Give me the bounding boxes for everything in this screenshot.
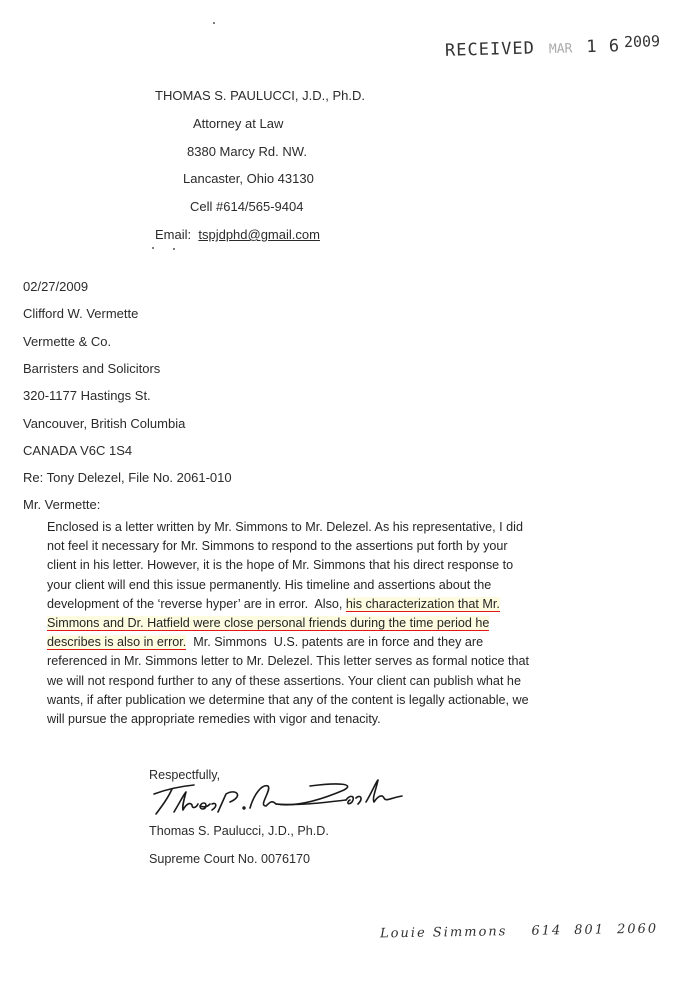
body-line: not feel it necessary for Mr. Simmons to respond to the assertions put forth by your xyxy=(47,539,508,554)
body-text: Mr. Simmons U.S. patents are in force and they are xyxy=(186,635,484,650)
stamp-day: 1 6 xyxy=(586,36,621,58)
received-stamp xyxy=(444,32,661,61)
handwritten-phone-prefix: 801 xyxy=(574,922,606,939)
recipient-street: 320-1177 Hastings St. xyxy=(23,388,151,403)
body-line xyxy=(47,614,687,633)
re-line: Re: Tony Delezel, File No. 2061-010 xyxy=(23,470,232,485)
stamp-month: MAR xyxy=(548,41,573,58)
body-line: your client will end this issue permanently. His timeline and assertions about the xyxy=(47,577,492,592)
letterhead-name: THOMAS S. PAULUCCI, J.D., Ph.D. xyxy=(155,88,365,103)
valediction: Respectfully, xyxy=(149,768,221,782)
highlighted-underlined-text: his characterization that Mr. xyxy=(345,596,500,611)
stamp-year: 2009 xyxy=(623,32,661,52)
body-text: development of the ‘reverse hyper’ are in error. Also, xyxy=(47,596,346,611)
recipient-country-postal: CANADA V6C 1S4 xyxy=(23,443,133,458)
handwritten-contact-note xyxy=(380,922,658,942)
body-line: Enclosed is a letter written by Mr. Simmons to Mr. Delezel. As his representative, I did xyxy=(47,520,523,534)
body-paragraph xyxy=(47,518,687,729)
supreme-court-number: Supreme Court No. 0076170 xyxy=(149,852,311,866)
handwritten-signature xyxy=(150,772,420,820)
handwritten-phone-area: 614 xyxy=(531,923,563,939)
email-label: Email: xyxy=(155,227,192,242)
signer-name: Thomas S. Paulucci, J.D., Ph.D. xyxy=(149,824,329,838)
body-line: referenced in Mr. Simmons letter to Mr. Delezel. This letter serves as formal notice that xyxy=(47,654,530,669)
stamp-label: RECEIVED xyxy=(444,38,536,61)
body-line: will pursue the appropriate remedies with vigor and tenacity. xyxy=(47,711,381,726)
body-line xyxy=(47,633,687,652)
handwritten-phone-line: 2060 xyxy=(616,921,659,938)
recipient-firm-type: Barristers and Solicitors xyxy=(23,361,161,376)
letterhead-street: 8380 Marcy Rd. NW. xyxy=(187,144,307,159)
recipient-name: Clifford W. Vermette xyxy=(23,306,139,321)
letter-date: 02/27/2009 xyxy=(23,279,89,294)
recipient-city: Vancouver, British Columbia xyxy=(23,416,186,431)
highlighted-underlined-text: Simmons and Dr. Hatfield were close personal friends during the time period he xyxy=(47,615,490,630)
body-line xyxy=(47,595,687,614)
highlighted-underlined-text: describes is also in error. xyxy=(47,635,187,650)
body-line: wants, if after publication we determine that any of the content is legally actionable, we xyxy=(47,692,529,707)
body-line: client in his letter. However, it is the hope of Mr. Simmons that his direct response to xyxy=(47,558,514,573)
recipient-firm: Vermette & Co. xyxy=(23,334,112,349)
scan-speck xyxy=(173,248,175,250)
letterhead-email-row xyxy=(155,228,320,241)
body-line: we will not respond further to any of these assertions. Your client can publish what he xyxy=(47,673,521,688)
salutation: Mr. Vermette: xyxy=(23,497,101,512)
scan-speck xyxy=(213,22,215,24)
scan-speck xyxy=(152,247,154,249)
handwritten-name: Louie Simmons xyxy=(379,924,508,942)
letterhead-title: Attorney at Law xyxy=(193,116,284,131)
email-link[interactable]: tspjdphd@gmail.com xyxy=(198,227,320,242)
letterhead-city: Lancaster, Ohio 43130 xyxy=(183,171,314,186)
letterhead-cell: Cell #614/565-9404 xyxy=(190,199,304,214)
